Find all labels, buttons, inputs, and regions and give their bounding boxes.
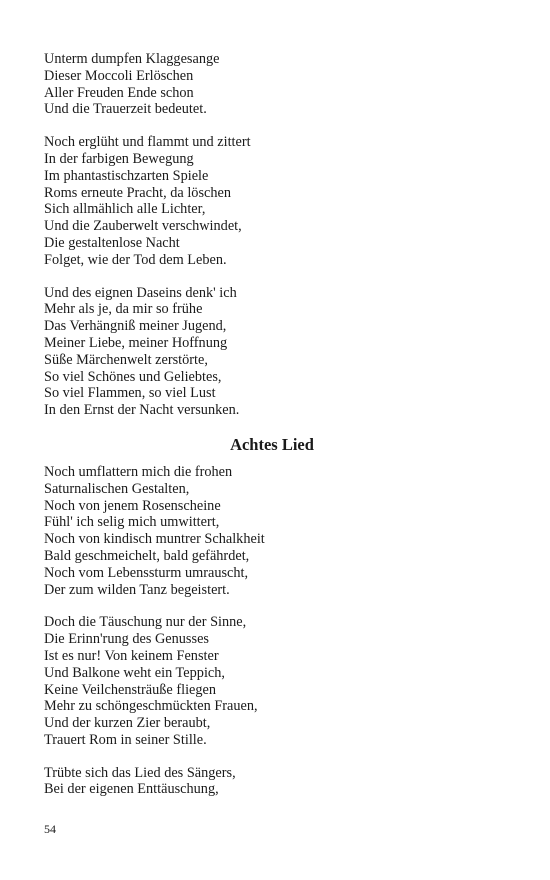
verse-line: In den Ernst der Nacht versunken. (44, 402, 240, 419)
stanza-3 (44, 285, 514, 419)
verse-line: Saturnalischen Gestalten, (44, 480, 190, 497)
verse-line: Noch erglüht und flammt und zittert (44, 134, 251, 151)
verse-line: Folget, wie der Tod dem Leben. (44, 251, 227, 268)
verse-line: Mehr zu schöngeschmückten Frauen, (44, 698, 258, 715)
page-body (44, 51, 514, 814)
verse-line: Und Balkone weht ein Teppich, (44, 664, 225, 681)
verse-line: Bei der eigenen Enttäuschung, (44, 781, 219, 798)
verse-line: In der farbigen Bewegung (44, 150, 194, 167)
verse-line: Trübte sich das Lied des Sängers, (44, 764, 236, 781)
verse-line: Der zum wilden Tanz begeistert. (44, 581, 230, 598)
verse-line: Das Verhängniß meiner Jugend, (44, 318, 227, 335)
verse-line: Und die Trauerzeit bedeutet. (44, 101, 207, 118)
verse-line: Ist es nur! Von keinem Fenster (44, 647, 219, 664)
verse-line: Süße Märchenwelt zerstörte, (44, 351, 208, 368)
verse-line: Meiner Liebe, meiner Hoffnung (44, 334, 228, 351)
verse-line: Sich allmählich alle Lichter, (44, 201, 206, 218)
verse-line: Roms erneute Pracht, da löschen (44, 184, 231, 201)
verse-line: So viel Schönes und Geliebtes, (44, 368, 222, 385)
verse-line: Unterm dumpfen Klaggesange (44, 51, 220, 67)
verse-line: Trauert Rom in seiner Stille. (44, 731, 207, 748)
verse-line: Mehr als je, da mir so frühe (44, 301, 203, 318)
page-number: 54 (44, 822, 56, 836)
verse-line: Noch vom Lebenssturm umrauscht, (44, 564, 249, 581)
verse-line: Und die Zauberwelt verschwindet, (44, 218, 242, 235)
verse-line: Bald geschmeichelt, bald gefährdet, (44, 547, 250, 564)
stanza-2 (44, 134, 514, 268)
verse-line: Doch die Täuschung nur der Sinne, (44, 614, 247, 631)
stanza-1 (44, 51, 514, 118)
verse-line: Keine Veilchensträuße fliegen (44, 681, 217, 698)
verse-line: Noch umflattern mich die frohen (44, 463, 233, 480)
verse-line: Aller Freuden Ende schon (44, 84, 194, 101)
verse-line: Noch von kindisch muntrer Schalkheit (44, 531, 265, 548)
stanza-5 (44, 614, 514, 748)
verse-line: Fühl' ich selig mich umwittert, (44, 514, 220, 531)
verse-line: Die gestaltenlose Nacht (44, 234, 180, 251)
verse-line: Dieser Moccoli Erlöschen (44, 67, 194, 84)
stanza-4 (44, 464, 514, 598)
verse-line: Die Erinn'rung des Genusses (44, 631, 209, 648)
verse-line: Im phantastischzarten Spiele (44, 167, 209, 184)
verse-line: Und der kurzen Zier beraubt, (44, 715, 211, 732)
verse-line: Noch von jenem Rosenscheine (44, 497, 221, 514)
verse-line: Und des eignen Daseins denk' ich (44, 284, 237, 301)
section-heading: Achtes Lied (230, 434, 314, 454)
stanza-6 (44, 765, 514, 799)
verse-line: So viel Flammen, so viel Lust (44, 385, 216, 402)
